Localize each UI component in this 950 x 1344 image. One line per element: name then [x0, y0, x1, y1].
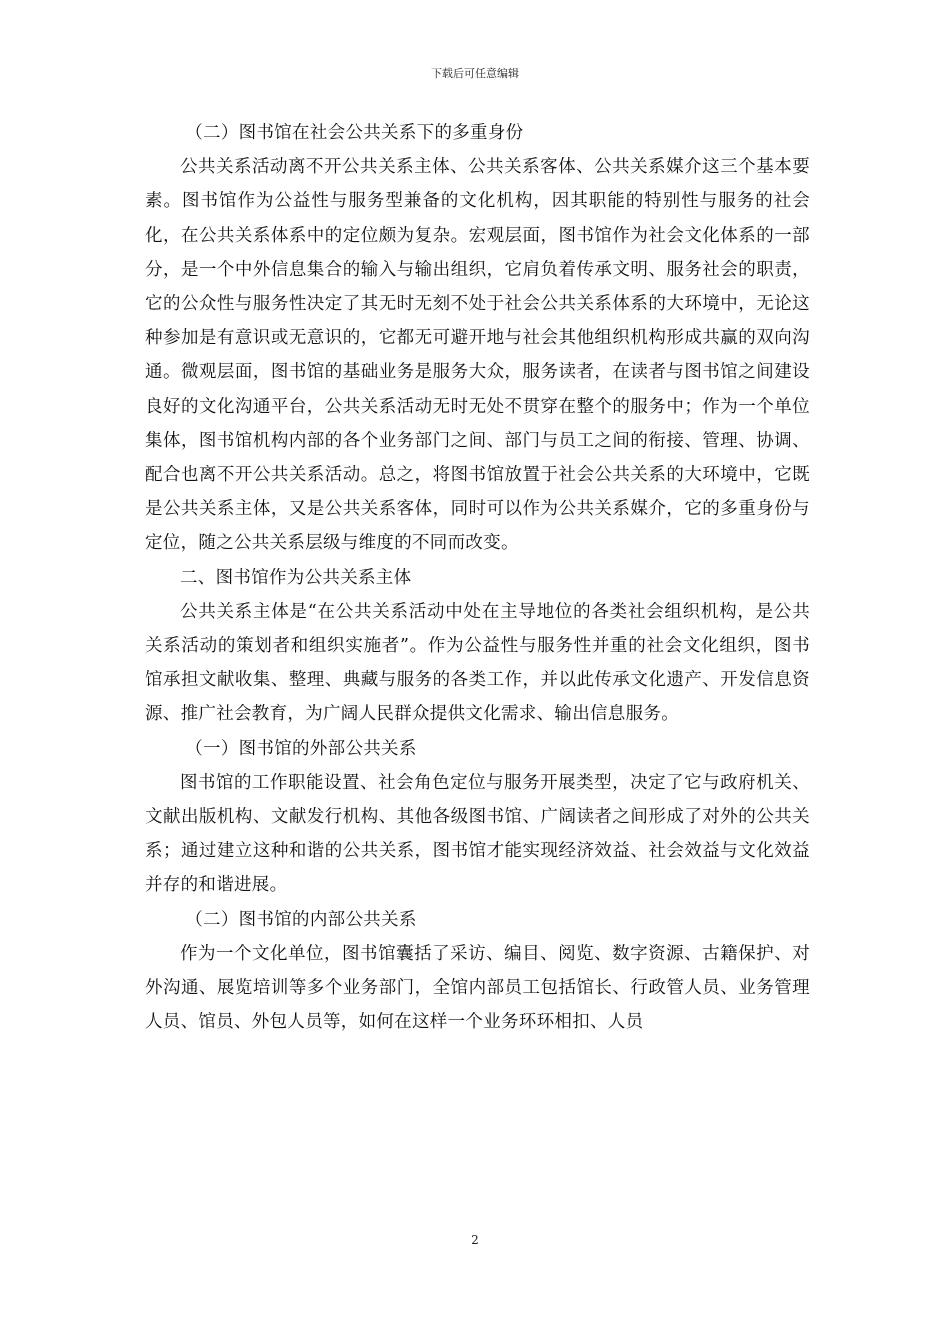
section-heading-multiple-identities: （二）图书馆在社会公共关系下的多重身份 [185, 123, 524, 143]
section-heading-internal-relations: （二）图书馆的内部公共关系 [185, 909, 417, 930]
paragraph-external-relations: 图书馆的工作职能设置、社会角色定位与服务开展类型，决定了它与政府机关、文献出版机构、文献发行机构、其他各级图书馆、广阔读者之间形成了对外的公共关系；通过建立这种和谐的公共关系，图书馆才能实现经济效益、社会效益与文化效益并存的和谐进展。 [145, 772, 810, 896]
page-header: 下载后可任意编辑 [431, 67, 519, 80]
paragraph-internal-relations: 作为一个文化单位，图书馆囊括了采访、编目、阅览、数字资源、古籍保护、对外沟通、展览培训等多个业务部门，全馆内部员工包括馆长、行政管人员、业务管理人员、馆员、外包人员等，如何在这样一个业务环环相扣、人员 [145, 943, 810, 1033]
page-number: 2 [471, 1233, 479, 1247]
document-body [145, 116, 810, 1039]
paragraph-pr-elements: 公共关系活动离不开公共关系主体、公共关系客体、公共关系媒介这三个基本要素。图书馆作为公益性与服务型兼备的文化机构，因其职能的特别性与服务的社会化，在公共关系体系中的定位颇为复杂。宏观层面，图书馆作为社会文化体系的一部分，是一个中外信息集合的输入与输出组织，它肩负着传承文明、服务社会的职责，它的公众性与服务性决定了其无时无刻不处于社会公共关系体系的大环境中，无论这种参加是有意识或无意识的，它都无可避开地与社会其他组织机构形成共赢的双向沟通。微观层面，图书馆的基础业务是服务大众，服务读者，在读者与图书馆之间建设良好的文化沟通平台，公共关系活动无时无处不贯穿在整个的服务中；作为一个单位集体，图书馆机构内部的各个业务部门之间、部门与员工之间的衔接、管理、协调、配合也离不开公共关系活动。总之，将图书馆放置于社会公共关系的大环境中，它既是公共关系主体，又是公共关系客体，同时可以作为公共关系媒介，它的多重身份与定位，随之公共关系层级与维度的不同而改变。 [145, 157, 810, 554]
section-heading-library-as-subject: 二、图书馆作为公共关系主体 [180, 567, 412, 588]
paragraph-pr-subject-definition: 公共关系主体是“在公共关系活动中处在主导地位的各类社会组织机构，是公共关系活动的策划者和组织实施者”。作为公益性与服务性并重的社会文化组织，图书馆承担文献收集、整理、典藏与服务的各类工作，并以此传承文化遗产、开发信息资源、推广社会教育，为广阔人民群众提供文化需求、输出信息服务。 [145, 601, 810, 725]
section-heading-external-relations: （一）图书馆的外部公共关系 [185, 738, 417, 759]
